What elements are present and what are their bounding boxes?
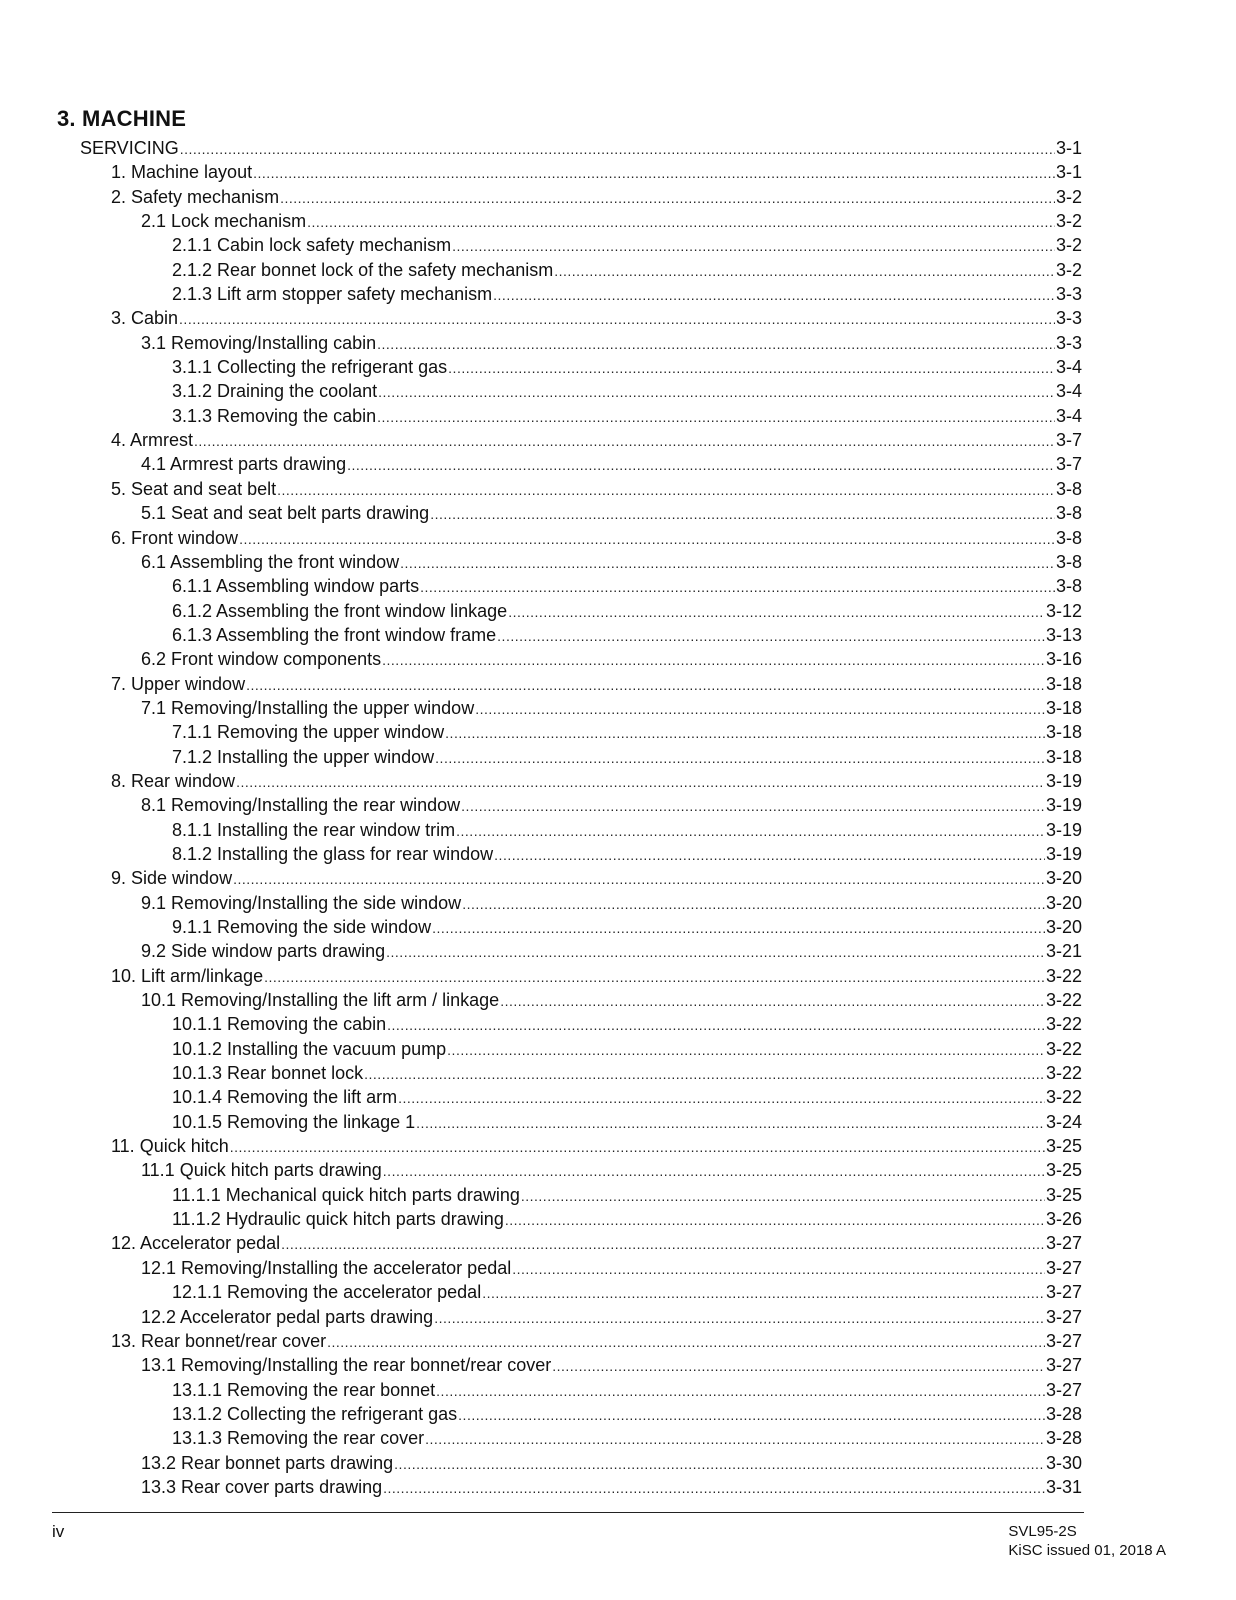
toc-entry-page: 3-30 [1045, 1452, 1082, 1473]
toc-entry-page: 3-22 [1045, 965, 1082, 986]
toc-entry-page: 3-22 [1045, 1063, 1082, 1084]
toc-dot-leader [512, 1257, 1045, 1281]
toc-entry-page: 3-3 [1055, 308, 1082, 329]
toc-entry-page: 3-19 [1045, 770, 1082, 791]
toc-entry-title: 7.1.1 Removing the upper window [172, 722, 445, 743]
toc-entry-page: 3-4 [1055, 405, 1082, 426]
toc-entry-title: 8.1 Removing/Installing the rear window [141, 795, 461, 816]
toc-entry[interactable] [0, 818, 1082, 842]
toc-entry[interactable] [0, 209, 1082, 233]
toc-entry[interactable] [0, 526, 1082, 550]
toc-entry-title: 5.1 Seat and seat belt parts drawing [141, 503, 430, 524]
toc-entry[interactable] [0, 1280, 1082, 1304]
table-of-contents [0, 136, 1236, 1499]
toc-entry-page: 3-28 [1045, 1428, 1082, 1449]
toc-dot-leader [179, 307, 1055, 331]
toc-dot-leader [494, 843, 1045, 867]
toc-entry-page: 3-25 [1045, 1136, 1082, 1157]
toc-entry-title: 13.3 Rear cover parts drawing [141, 1476, 383, 1497]
toc-dot-leader [277, 478, 1055, 502]
toc-entry-title: 7.1.2 Installing the upper window [172, 746, 435, 767]
toc-entry[interactable] [0, 623, 1082, 647]
toc-entry-title: 6.2 Front window components [141, 649, 382, 670]
toc-entry[interactable] [0, 769, 1082, 793]
toc-entry-page: 3-7 [1055, 430, 1082, 451]
toc-entry-title: 12. Accelerator pedal [111, 1233, 281, 1254]
toc-dot-leader [458, 1403, 1045, 1427]
toc-entry[interactable] [0, 233, 1082, 257]
toc-entry-title: 13.1.2 Collecting the refrigerant gas [172, 1403, 458, 1424]
toc-entry[interactable] [0, 1085, 1082, 1109]
toc-entry-title: 10.1 Removing/Installing the lift arm / linkage [141, 990, 500, 1011]
footer-divider [52, 1512, 1084, 1513]
toc-entry-title: 10.1.5 Removing the linkage 1 [172, 1111, 416, 1132]
toc-entry-page: 3-25 [1045, 1160, 1082, 1181]
toc-entry[interactable] [0, 891, 1082, 915]
toc-entry-page: 3-19 [1045, 843, 1082, 864]
toc-dot-leader [253, 161, 1055, 185]
toc-dot-leader [383, 1159, 1045, 1183]
toc-entry-title: 8. Rear window [111, 770, 236, 791]
toc-entry[interactable] [0, 720, 1082, 744]
toc-dot-leader [452, 234, 1055, 258]
toc-entry[interactable] [0, 793, 1082, 817]
toc-entry-title: 10. Lift arm/linkage [111, 965, 264, 986]
toc-entry[interactable] [0, 647, 1082, 671]
toc-dot-leader [264, 965, 1045, 989]
toc-entry[interactable] [0, 331, 1082, 355]
toc-entry-title: SERVICING [80, 138, 179, 158]
toc-entry-title: 7.1 Removing/Installing the upper window [141, 697, 475, 718]
toc-entry-title: 6. Front window [111, 527, 239, 548]
toc-dot-leader [230, 1135, 1045, 1159]
toc-entry-title: 13. Rear bonnet/rear cover [111, 1330, 327, 1351]
toc-entry[interactable] [0, 1475, 1082, 1499]
toc-entry[interactable] [0, 745, 1082, 769]
toc-dot-leader [445, 721, 1045, 745]
toc-entry[interactable] [0, 379, 1082, 403]
toc-dot-leader [398, 1086, 1045, 1110]
toc-dot-leader [383, 1476, 1045, 1500]
toc-entry-page: 3-8 [1055, 576, 1082, 597]
toc-entry-page: 3-18 [1045, 722, 1082, 743]
toc-entry[interactable] [0, 574, 1082, 598]
toc-entry[interactable] [0, 1110, 1082, 1134]
toc-dot-leader [327, 1330, 1045, 1354]
footer-page-number: iv [52, 1522, 65, 1541]
toc-entry[interactable] [0, 258, 1082, 282]
toc-dot-leader [448, 356, 1055, 380]
toc-dot-leader [521, 1184, 1045, 1208]
toc-entry[interactable] [0, 404, 1082, 428]
toc-entry-title: 9.2 Side window parts drawing [141, 941, 386, 962]
toc-entry-title: 9.1.1 Removing the side window [172, 917, 432, 937]
toc-entry-page: 3-25 [1045, 1184, 1082, 1205]
toc-entry-page: 3-28 [1045, 1403, 1082, 1424]
toc-dot-leader [482, 1281, 1045, 1305]
toc-dot-leader [425, 1427, 1045, 1451]
toc-dot-leader [475, 697, 1045, 721]
toc-entry-title: 4.1 Armrest parts drawing [141, 454, 347, 475]
toc-dot-leader [347, 453, 1055, 477]
toc-entry-title: 2.1 Lock mechanism [141, 211, 307, 232]
toc-entry[interactable] [0, 866, 1082, 890]
toc-entry-title: 9. Side window [111, 868, 233, 889]
toc-dot-leader [280, 186, 1055, 210]
toc-entry[interactable] [0, 1451, 1082, 1475]
toc-entry[interactable] [0, 1402, 1082, 1426]
toc-entry[interactable] [0, 1426, 1082, 1450]
toc-entry-page: 3-4 [1055, 357, 1082, 378]
toc-entry[interactable] [0, 672, 1082, 696]
toc-entry[interactable] [0, 1256, 1082, 1280]
toc-entry-title: 2.1.3 Lift arm stopper safety mechanism [172, 284, 493, 305]
toc-dot-leader [508, 600, 1045, 624]
toc-entry-title: 3. Cabin [111, 308, 179, 329]
footer-issue: KiSC issued 01, 2018 A [1008, 1542, 1166, 1559]
toc-entry[interactable] [0, 452, 1082, 476]
toc-entry-page: 3-12 [1045, 600, 1082, 621]
toc-entry-title: 13.1 Removing/Installing the rear bonnet/rear cover [141, 1355, 552, 1376]
toc-entry-page: 3-2 [1055, 235, 1082, 256]
toc-entry-page: 3-20 [1045, 917, 1082, 937]
toc-entry-page: 3-3 [1055, 284, 1082, 305]
toc-entry-page: 3-19 [1045, 795, 1082, 816]
toc-entry-title: 13.2 Rear bonnet parts drawing [141, 1452, 394, 1473]
toc-entry-title: 13.1.3 Removing the rear cover [172, 1428, 425, 1449]
toc-entry[interactable] [0, 185, 1082, 209]
toc-entry[interactable] [0, 136, 1082, 160]
toc-dot-leader [180, 137, 1055, 161]
toc-dot-leader [236, 770, 1045, 794]
toc-entry-title: 12.2 Accelerator pedal parts drawing [141, 1306, 434, 1327]
toc-entry-page: 3-27 [1045, 1233, 1082, 1254]
toc-entry[interactable] [0, 939, 1082, 963]
toc-entry-page: 3-4 [1055, 381, 1082, 402]
toc-dot-leader [456, 819, 1045, 843]
toc-entry[interactable] [0, 964, 1082, 988]
toc-entry-title: 11.1.1 Mechanical quick hitch parts drawing [172, 1184, 520, 1205]
toc-entry[interactable] [0, 1183, 1082, 1207]
toc-entry[interactable] [0, 501, 1082, 525]
toc-dot-leader [394, 1452, 1045, 1476]
toc-dot-leader [281, 1232, 1045, 1256]
toc-dot-leader [194, 429, 1055, 453]
toc-entry-page: 3-27 [1045, 1379, 1082, 1400]
toc-entry[interactable] [0, 1207, 1082, 1231]
toc-entry[interactable] [0, 355, 1082, 379]
toc-entry-title: 4. Armrest [111, 430, 194, 451]
toc-entry-title: 10.1.4 Removing the lift arm [172, 1087, 398, 1108]
toc-dot-leader [500, 989, 1045, 1013]
toc-entry-page: 3-22 [1045, 1038, 1082, 1059]
toc-dot-leader [246, 673, 1045, 697]
toc-dot-leader [436, 1379, 1045, 1403]
toc-entry-page: 3-27 [1045, 1306, 1082, 1327]
toc-entry-page: 3-22 [1045, 990, 1082, 1011]
toc-dot-leader [462, 892, 1045, 916]
toc-entry[interactable] [0, 1012, 1082, 1036]
toc-dot-leader [307, 210, 1055, 234]
toc-entry-title: 6.1.2 Assembling the front window linkage [172, 600, 508, 621]
toc-entry[interactable] [0, 306, 1082, 330]
toc-dot-leader [377, 332, 1055, 356]
toc-entry-page: 3-27 [1045, 1330, 1082, 1351]
toc-entry[interactable] [0, 1329, 1082, 1353]
toc-entry-title: 11.1.2 Hydraulic quick hitch parts drawing [172, 1209, 504, 1230]
toc-entry-page: 3-2 [1055, 211, 1082, 232]
toc-dot-leader [378, 380, 1055, 404]
toc-entry-title: 12.1.1 Removing the accelerator pedal [172, 1282, 482, 1303]
toc-dot-leader [377, 405, 1055, 429]
toc-entry[interactable] [0, 1037, 1082, 1061]
toc-entry[interactable] [0, 1378, 1082, 1402]
toc-entry-page: 3-26 [1045, 1209, 1082, 1230]
toc-dot-leader [430, 502, 1055, 526]
toc-entry[interactable] [0, 1061, 1082, 1085]
toc-entry-page: 3-7 [1055, 454, 1082, 475]
toc-dot-leader [493, 283, 1055, 307]
toc-entry[interactable] [0, 1305, 1082, 1329]
toc-dot-leader [461, 794, 1045, 818]
toc-entry[interactable] [0, 915, 1082, 939]
toc-entry-page: 3-18 [1045, 697, 1082, 718]
toc-entry-page: 3-24 [1045, 1111, 1082, 1132]
toc-entry-title: 2. Safety mechanism [111, 186, 280, 207]
toc-entry-page: 3-27 [1045, 1355, 1082, 1376]
toc-entry-page: 3-8 [1055, 503, 1082, 524]
toc-entry-page: 3-31 [1045, 1476, 1082, 1497]
toc-entry-title: 8.1.2 Installing the glass for rear window [172, 843, 494, 864]
footer-model: SVL95-2S [1008, 1523, 1077, 1540]
toc-entry[interactable] [0, 1134, 1082, 1158]
toc-dot-leader [420, 575, 1055, 599]
toc-dot-leader [434, 1306, 1045, 1330]
toc-entry-title: 10.1.1 Removing the cabin [172, 1014, 387, 1035]
toc-dot-leader [239, 527, 1055, 551]
toc-entry-page: 3-27 [1045, 1257, 1082, 1278]
toc-entry-page: 3-27 [1045, 1282, 1082, 1303]
toc-entry-title: 7. Upper window [111, 673, 246, 694]
toc-entry-page: 3-21 [1045, 941, 1082, 962]
toc-entry-page: 3-3 [1055, 332, 1082, 353]
toc-entry-title: 13.1.1 Removing the rear bonnet [172, 1379, 436, 1400]
toc-entry-page: 3-2 [1055, 186, 1082, 207]
toc-entry-title: 11.1 Quick hitch parts drawing [141, 1160, 382, 1181]
toc-entry[interactable] [0, 1158, 1082, 1182]
toc-entry-title: 1. Machine layout [111, 162, 253, 183]
toc-entry[interactable] [0, 477, 1082, 501]
toc-entry-page: 3-18 [1045, 746, 1082, 767]
toc-dot-leader [497, 624, 1045, 648]
toc-entry[interactable] [0, 550, 1082, 574]
toc-entry-page: 3-22 [1045, 1014, 1082, 1035]
toc-dot-leader [386, 940, 1045, 964]
toc-entry-title: 10.1.3 Rear bonnet lock [172, 1063, 364, 1084]
toc-dot-leader [233, 867, 1045, 891]
toc-entry-title: 9.1 Removing/Installing the side window [141, 892, 462, 913]
toc-dot-leader [505, 1208, 1045, 1232]
toc-entry[interactable] [0, 988, 1082, 1012]
toc-entry[interactable] [0, 1353, 1082, 1377]
toc-entry-title: 11. Quick hitch [111, 1136, 229, 1157]
chapter-title: 3. MACHINE [57, 106, 187, 131]
toc-entry-page: 3-1 [1055, 138, 1082, 158]
toc-entry[interactable] [0, 282, 1082, 306]
toc-dot-leader [364, 1062, 1045, 1086]
toc-entry-page: 3-19 [1045, 819, 1082, 840]
toc-dot-leader [554, 259, 1055, 283]
toc-entry-title: 5. Seat and seat belt [111, 478, 277, 499]
toc-entry-page: 3-8 [1055, 527, 1082, 548]
toc-entry-title: 6.1 Assembling the front window [141, 551, 400, 572]
toc-entry-title: 6.1.1 Assembling window parts [172, 576, 420, 597]
toc-dot-leader [435, 746, 1045, 770]
toc-entry-title: 10.1.2 Installing the vacuum pump [172, 1038, 447, 1059]
toc-entry-page: 3-22 [1045, 1087, 1082, 1108]
toc-entry-title: 3.1 Removing/Installing cabin [141, 332, 377, 353]
toc-entry-page: 3-8 [1055, 478, 1082, 499]
toc-entry[interactable] [0, 1231, 1082, 1255]
toc-entry-page: 3-18 [1045, 673, 1082, 694]
toc-dot-leader [416, 1111, 1045, 1135]
toc-entry-title: 3.1.2 Draining the coolant [172, 381, 378, 402]
toc-dot-leader [400, 551, 1055, 575]
toc-entry-page: 3-2 [1055, 259, 1082, 280]
toc-dot-leader [432, 916, 1045, 940]
toc-entry-page: 3-13 [1045, 624, 1082, 645]
toc-entry[interactable] [0, 428, 1082, 452]
toc-entry[interactable] [0, 696, 1082, 720]
toc-entry-title: 3.1.1 Collecting the refrigerant gas [172, 357, 448, 378]
toc-entry-title: 2.1.2 Rear bonnet lock of the safety mechanism [172, 259, 554, 280]
toc-dot-leader [387, 1013, 1045, 1037]
toc-dot-leader [382, 648, 1045, 672]
toc-entry-title: 6.1.3 Assembling the front window frame [172, 624, 497, 645]
toc-entry[interactable] [0, 599, 1082, 623]
toc-entry-title: 2.1.1 Cabin lock safety mechanism [172, 235, 452, 256]
toc-entry-page: 3-16 [1045, 649, 1082, 670]
toc-entry-page: 3-8 [1055, 551, 1082, 572]
toc-entry[interactable] [0, 160, 1082, 184]
toc-entry-title: 8.1.1 Installing the rear window trim [172, 819, 456, 840]
footer-info [1008, 1522, 1166, 1560]
toc-entry-title: 3.1.3 Removing the cabin [172, 405, 377, 426]
toc-entry-page: 3-20 [1045, 892, 1082, 913]
toc-entry-page: 3-1 [1055, 162, 1082, 183]
toc-dot-leader [552, 1354, 1045, 1378]
toc-dot-leader [447, 1038, 1045, 1062]
toc-entry[interactable] [0, 842, 1082, 866]
toc-entry-title: 12.1 Removing/Installing the accelerator pedal [141, 1257, 512, 1278]
toc-entry-page: 3-20 [1045, 868, 1082, 889]
